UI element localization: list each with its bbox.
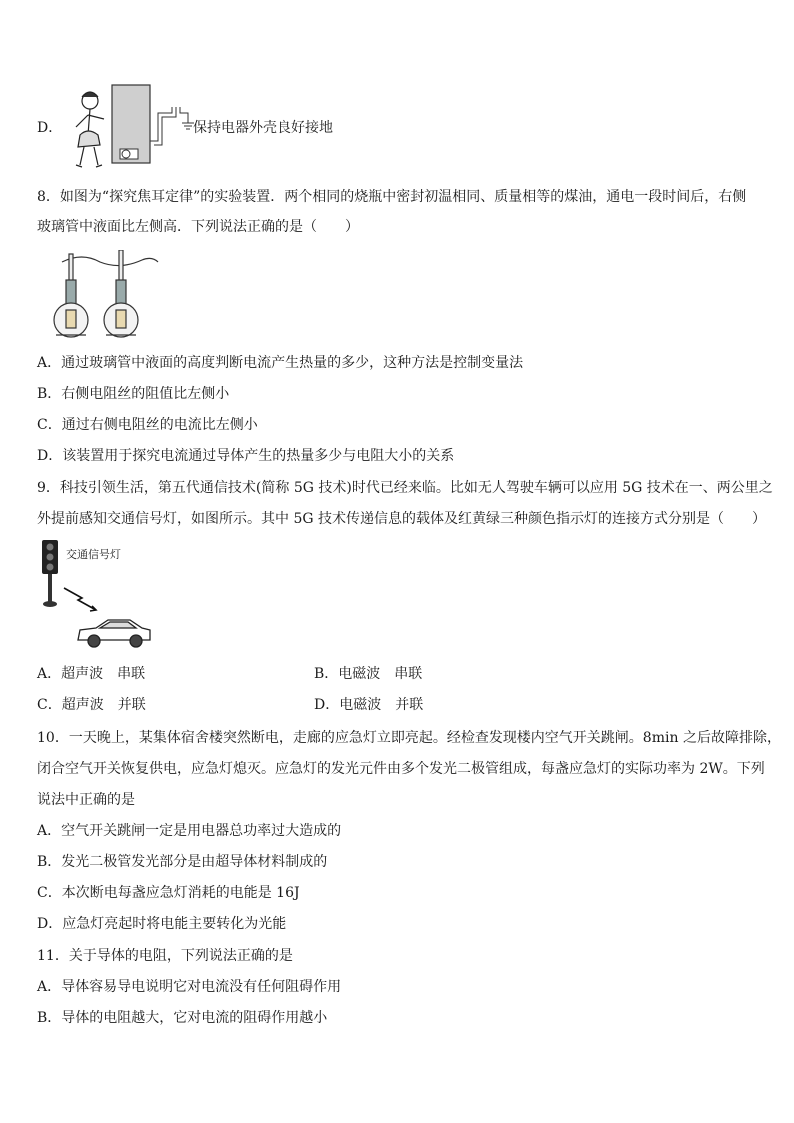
q10-option-d: D．应急灯亮起时将电能主要转化为光能 (37, 916, 287, 932)
traffic-light-label: 交通信号灯 (66, 548, 121, 561)
q8-option-d: D．该装置用于探究电流通过导体产生的热量多少与电阻大小的关系 (37, 448, 455, 464)
signal-bolt-icon (64, 588, 96, 611)
q10-option-a: A．空气开关跳闸一定是用电器总功率过大造成的 (37, 823, 342, 839)
q11-option-a: A．导体容易导电说明它对电流没有任何阻碍作用 (37, 979, 342, 995)
q11-option-b: B．导体的电阻越大，它对电流的阻碍作用越小 (37, 1010, 328, 1026)
q9-stem-line2: 外提前感知交通信号灯，如图所示。其中 5G 技术传递信息的载体及红黄绿三种颜色指示灯的连接方式分别是（ ） (37, 511, 766, 527)
car-icon (78, 620, 150, 647)
q10-stem-line2: 闭合空气开关恢复供电，应急灯熄灭。应急灯的发光元件由多个发光二极管组成，每盏应急灯的实际功率为 2W。下列 (37, 761, 765, 777)
traffic-light-icon (42, 540, 58, 607)
q10-option-b: B．发光二极管发光部分是由超导体材料制成的 (37, 854, 328, 870)
joule-law-apparatus-figure (42, 250, 160, 340)
q9-option-b: B．电磁波 串联 (314, 666, 423, 682)
appliance-motor (120, 149, 138, 159)
q9-stem-line1: 9．科技引领生活，第五代通信技术(简称 5G 技术)时代已经来临。比如无人驾驶车辆可以应用 5G 技术在一、两公里之 (37, 480, 773, 496)
q10-stem-line3: 说法中正确的是 (37, 792, 135, 808)
left-flask-icon (54, 254, 88, 337)
q9-option-a: A．超声波 串联 (37, 666, 146, 682)
q8-stem-line2: 玻璃管中液面比左侧高．下列说法正确的是（ ） (37, 219, 359, 235)
q8-stem-line1: 8．如图为“探究焦耳定律”的实验装置．两个相同的烧瓶中密封初温相同、质量相等的煤油，通电一段时间后，右侧 (37, 189, 747, 205)
grounding-figure (60, 83, 195, 171)
q10-option-c: C．本次断电每盏应急灯消耗的电能是 16J (37, 885, 300, 901)
q11-stem-line1: 11．关于导体的电阻，下列说法正确的是 (37, 948, 293, 964)
q8-option-c: C．通过右侧电阻丝的电流比左侧小 (37, 417, 258, 433)
option-d-caption: 保持电器外壳良好接地 (193, 120, 333, 136)
q8-option-b: B．右侧电阻丝的阻值比左侧小 (37, 386, 230, 402)
q10-stem-line1: 10．一天晚上，某集体宿舍楼突然断电，走廊的应急灯立即亮起。经检查发现楼内空气开关跳闸。8min 之后故障排除， (37, 730, 781, 746)
q8-option-a: A．通过玻璃管中液面的高度判断电流产生热量的多少，这种方法是控制变量法 (37, 355, 524, 371)
q9-option-c: C．超声波 并联 (37, 697, 146, 713)
q9-option-d: D．电磁波 并联 (314, 697, 424, 713)
option-d-label: D． (37, 120, 63, 136)
girl-icon (76, 92, 104, 167)
